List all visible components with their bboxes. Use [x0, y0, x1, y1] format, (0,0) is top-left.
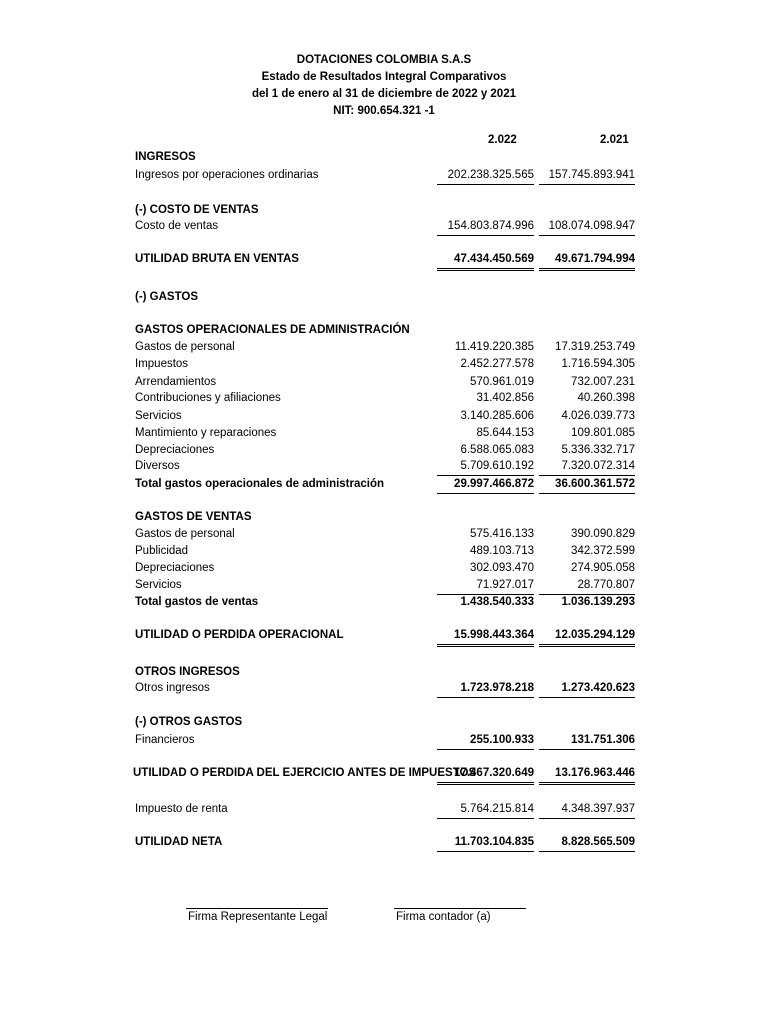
- value-2021: 1.273.420.623: [539, 680, 635, 698]
- section-gastos-admin: GASTOS OPERACIONALES DE ADMINISTRACIÓN: [135, 324, 410, 336]
- value-2021: 17.319.253.749: [555, 341, 635, 353]
- row-utilidad-operacional: [0, 627, 768, 644]
- row-label: Gastos de personal: [135, 341, 235, 353]
- row-adm-personal: [0, 339, 768, 356]
- row-label: Publicidad: [135, 545, 189, 557]
- value-2022: 575.416.133: [470, 528, 534, 540]
- value-2022: 3.140.285.606: [460, 410, 534, 422]
- value-2021: 274.905.058: [571, 562, 635, 574]
- report-header: [0, 52, 768, 120]
- row-ven-total: [0, 594, 768, 611]
- value-2022: 71.927.017: [437, 577, 534, 595]
- row-label: Servicios: [135, 410, 182, 422]
- signature-legal-label: Firma Representante Legal: [188, 911, 328, 923]
- row-adm-arrendamientos: [0, 374, 768, 391]
- value-2021: 131.751.306: [539, 732, 635, 750]
- row-label: Gastos de personal: [135, 528, 235, 540]
- section-otros-gastos: (-) OTROS GASTOS: [135, 716, 243, 728]
- value-2021: 390.090.829: [571, 528, 635, 540]
- row-utilidad-antes-impuestos: [0, 765, 768, 782]
- row-label: UTILIDAD O PERDIDA DEL EJERCICIO ANTES DE IMPUESTOS: [133, 767, 477, 779]
- signature-legal-rep: [186, 908, 328, 927]
- value-2022: 5.709.610.192: [437, 458, 534, 476]
- value-2022: 15.998.443.364: [437, 627, 534, 647]
- value-2022: 31.402.856: [476, 392, 534, 404]
- row-otros-ingresos: [0, 680, 768, 697]
- report-period: del 1 de enero al 31 de diciembre de 2022 y 2021: [251, 88, 516, 100]
- value-2022: 17.467.320.649: [437, 765, 534, 785]
- row-utilidad-neta: [0, 834, 768, 851]
- row-financieros: [0, 732, 768, 749]
- value-2022: 11.419.220.385: [454, 341, 534, 353]
- row-adm-diversos: [0, 458, 768, 475]
- year-2021-header: 2.021: [600, 134, 629, 146]
- value-2021: 157.745.893.941: [539, 167, 635, 185]
- value-2022: 570.961.019: [470, 376, 534, 388]
- value-2021: 8.828.565.509: [539, 834, 635, 852]
- value-2021: 7.320.072.314: [539, 458, 635, 476]
- row-adm-depreciaciones: [0, 442, 768, 459]
- row-label: UTILIDAD BRUTA EN VENTAS: [135, 253, 299, 265]
- value-2022: 154.803.874.996: [437, 218, 534, 236]
- value-2022: 489.103.713: [470, 545, 534, 557]
- value-2022: 6.588.065.083: [460, 444, 534, 456]
- row-costo-ventas: [0, 218, 768, 235]
- row-utilidad-bruta: [0, 251, 768, 268]
- value-2022: 11.703.104.835: [437, 834, 534, 852]
- value-2021: 28.770.807: [539, 577, 635, 595]
- section-ingresos: INGRESOS: [135, 151, 196, 163]
- row-label: Diversos: [135, 460, 180, 472]
- row-ingresos-ordinarios: [0, 167, 768, 184]
- value-2022: 5.764.215.814: [437, 801, 534, 819]
- report-title: Estado de Resultados Integral Comparativos: [261, 71, 507, 83]
- row-label: Ingresos por operaciones ordinarias: [135, 169, 319, 181]
- row-label: Costo de ventas: [135, 220, 219, 232]
- row-adm-servicios: [0, 408, 768, 425]
- row-ven-depreciaciones: [0, 560, 768, 577]
- year-2022-header: 2.022: [488, 134, 517, 146]
- signature-contador-label: Firma contador (a): [396, 911, 491, 923]
- row-label: Otros ingresos: [135, 682, 210, 694]
- section-costo-ventas: (-) COSTO DE VENTAS: [135, 204, 259, 216]
- row-label: Total gastos operacionales de administración: [135, 478, 385, 490]
- section-otros-ingresos: OTROS INGRESOS: [135, 666, 240, 678]
- value-2021: 4.026.039.773: [561, 410, 635, 422]
- value-2021: 1.036.139.293: [561, 596, 635, 608]
- value-2022: 255.100.933: [437, 732, 534, 750]
- value-2022: 47.434.450.569: [437, 251, 534, 271]
- value-2021: 342.372.599: [571, 545, 635, 557]
- value-2021: 13.176.963.446: [539, 765, 635, 785]
- value-2021: 49.671.794.994: [539, 251, 635, 271]
- row-label: Impuestos: [135, 358, 189, 370]
- row-label: Depreciaciones: [135, 562, 215, 574]
- row-impuesto-renta: [0, 801, 768, 818]
- value-2021: 5.336.332.717: [561, 444, 635, 456]
- value-2021: 40.260.398: [577, 392, 635, 404]
- section-gastos-ventas: GASTOS DE VENTAS: [135, 511, 252, 523]
- value-2022: 1.723.978.218: [437, 680, 534, 698]
- value-2021: 108.074.098.947: [539, 218, 635, 236]
- row-label: Impuesto de renta: [135, 803, 228, 815]
- value-2022: 29.997.466.872: [437, 476, 534, 494]
- value-2021: 109.801.085: [571, 427, 635, 439]
- row-label: Total gastos de ventas: [135, 596, 259, 608]
- value-2022: 202.238.325.565: [437, 167, 534, 185]
- row-ven-personal: [0, 526, 768, 543]
- row-label: UTILIDAD O PERDIDA OPERACIONAL: [135, 629, 344, 641]
- value-2022: 85.644.153: [476, 427, 534, 439]
- company-nit: NIT: 900.654.321 -1: [333, 105, 435, 117]
- row-adm-mantenimiento: [0, 425, 768, 442]
- row-ven-servicios: [0, 577, 768, 594]
- value-2021: 732.007.231: [571, 376, 635, 388]
- row-adm-contribuciones: [0, 390, 768, 407]
- row-label: Mantimiento y reparaciones: [135, 427, 277, 439]
- row-adm-total: [0, 476, 768, 493]
- row-ven-publicidad: [0, 543, 768, 560]
- company-name: DOTACIONES COLOMBIA S.A.S: [296, 54, 472, 66]
- value-2021: 12.035.294.129: [539, 627, 635, 647]
- value-2021: 36.600.361.572: [539, 476, 635, 494]
- row-label: Depreciaciones: [135, 444, 215, 456]
- row-label: Contribuciones y afiliaciones: [135, 392, 281, 404]
- row-label: UTILIDAD NETA: [135, 836, 223, 848]
- value-2022: 2.452.277.578: [460, 358, 534, 370]
- row-label: Arrendamientos: [135, 376, 217, 388]
- row-adm-impuestos: [0, 356, 768, 373]
- value-2022: 1.438.540.333: [460, 596, 534, 608]
- row-label: Financieros: [135, 734, 195, 746]
- value-2022: 302.093.470: [470, 562, 534, 574]
- row-label: Servicios: [135, 579, 182, 591]
- section-gastos: (-) GASTOS: [135, 291, 199, 303]
- value-2021: 4.348.397.937: [539, 801, 635, 819]
- value-2021: 1.716.594.305: [561, 358, 635, 370]
- signature-contador: [394, 908, 526, 927]
